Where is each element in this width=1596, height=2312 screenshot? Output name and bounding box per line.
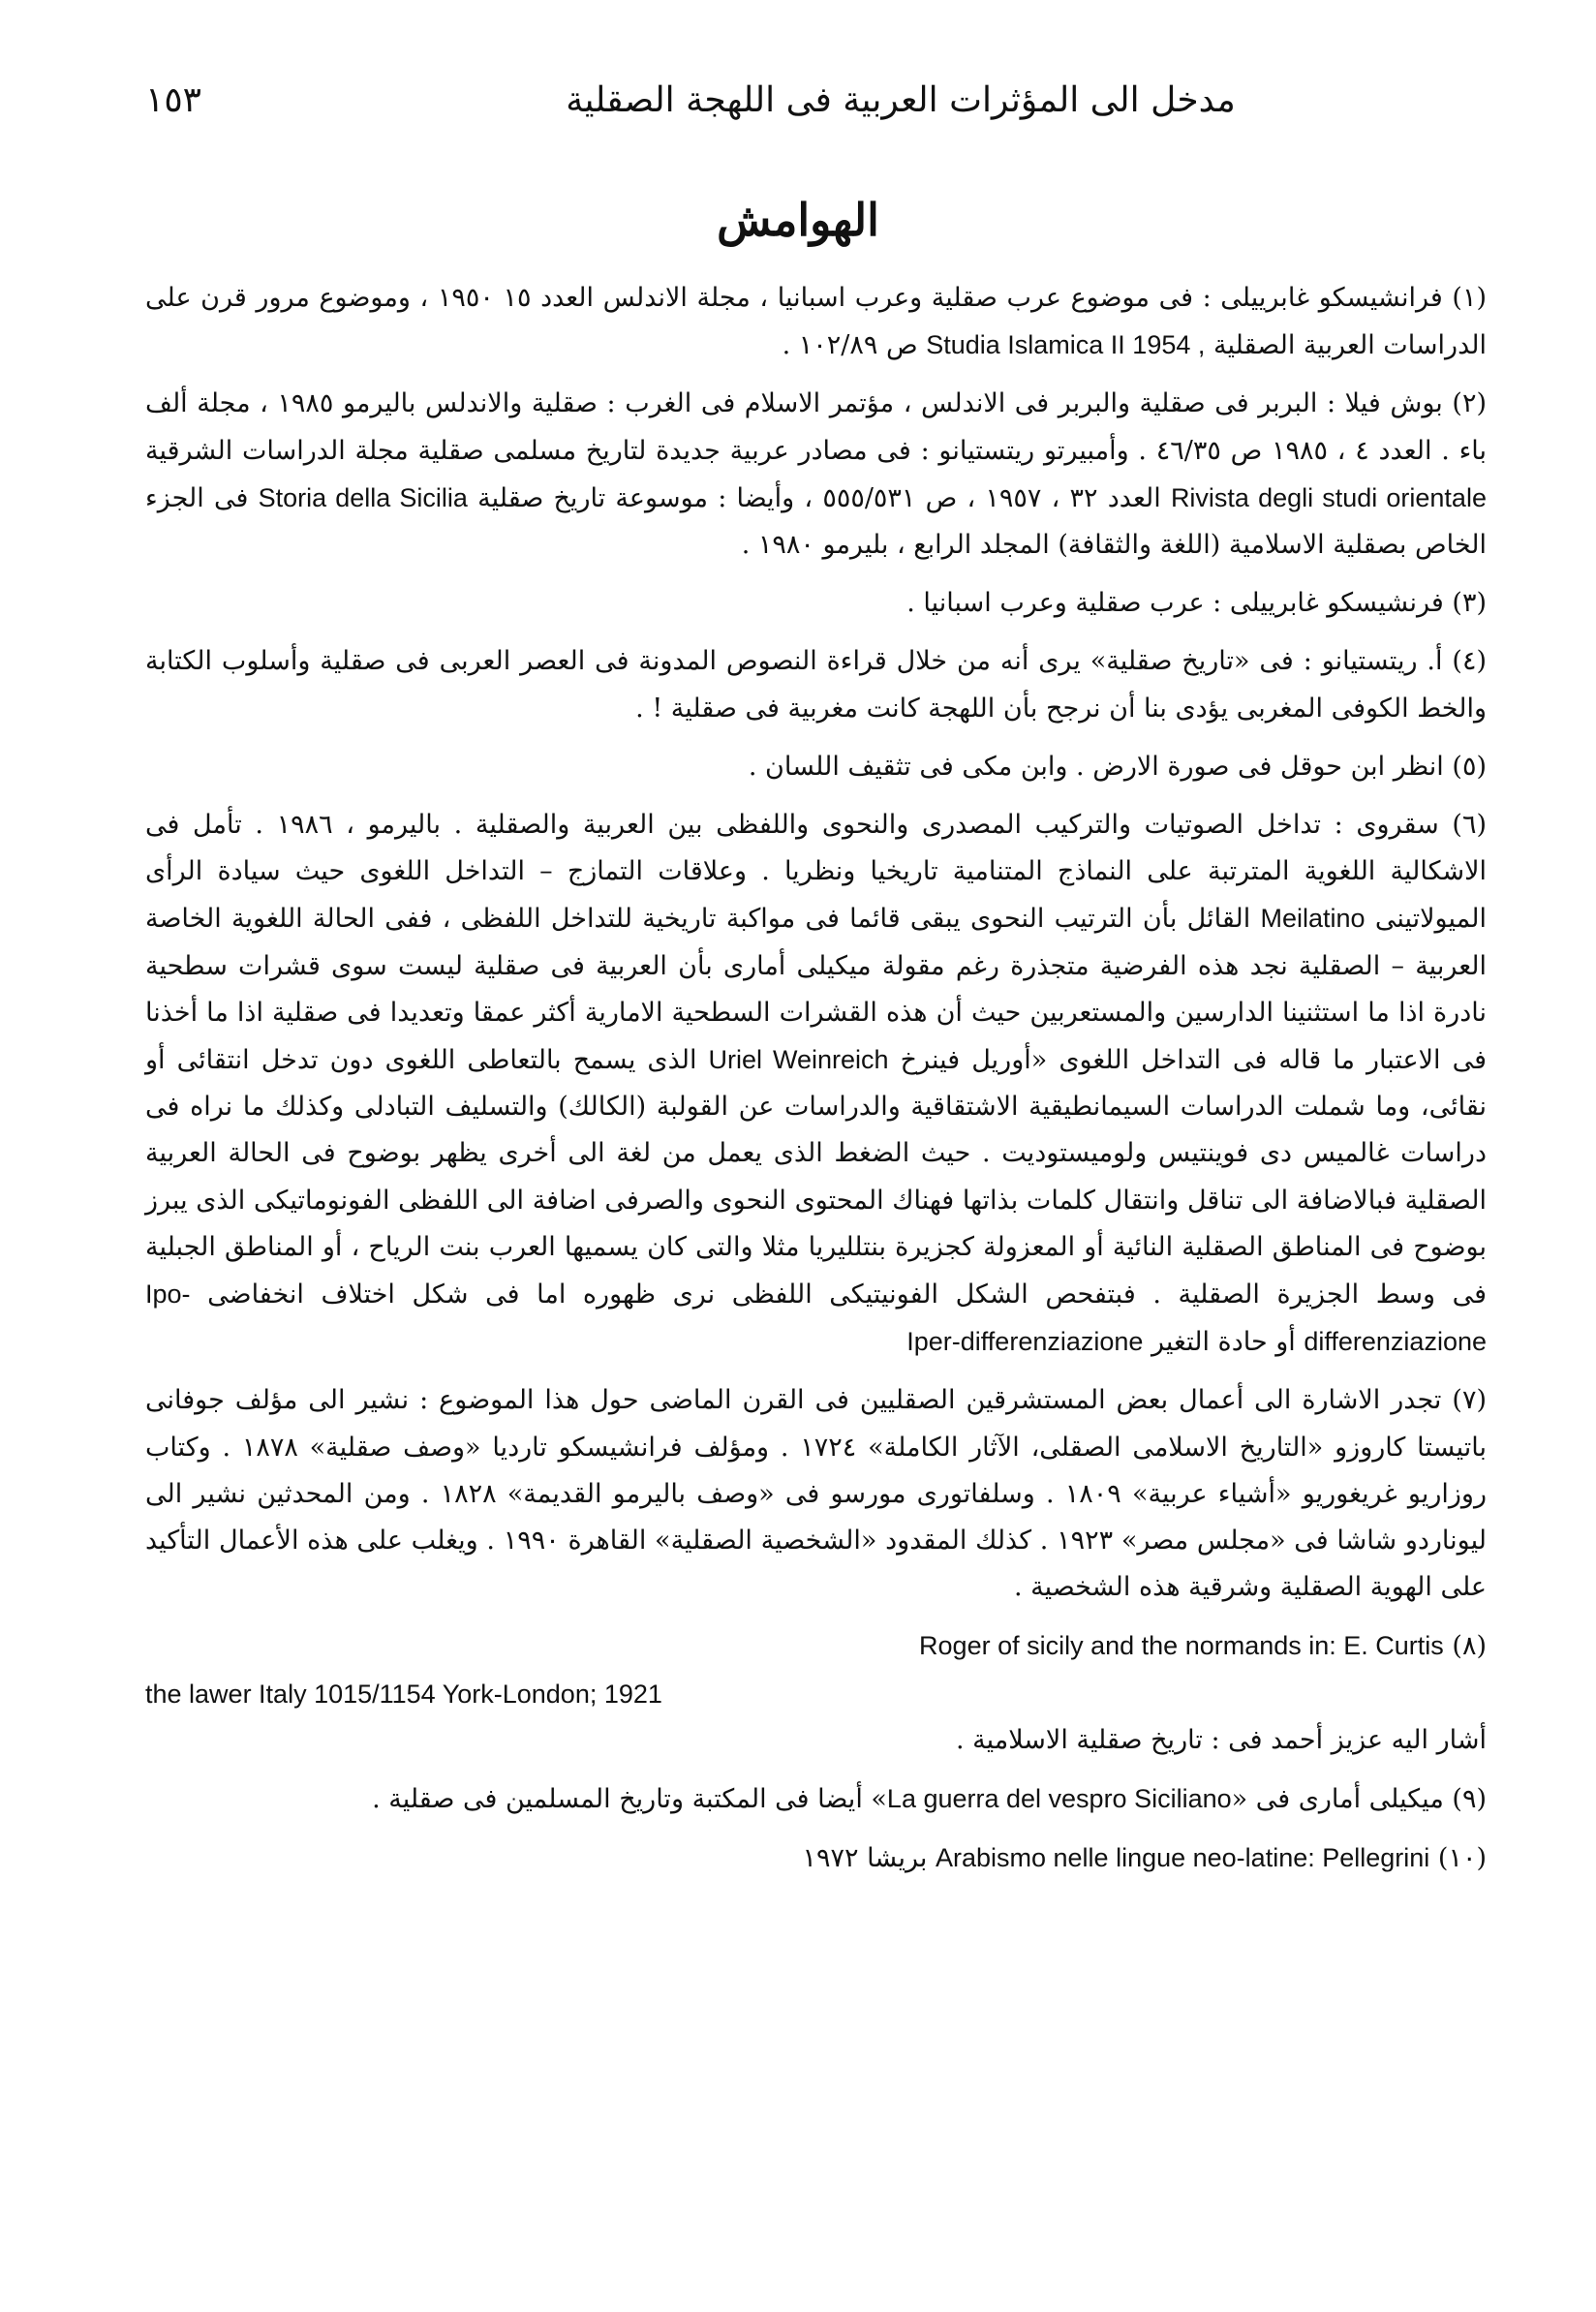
note-number: (٣) [1452,588,1487,619]
note-6 [145,802,1487,1366]
latin-reference-line: the lawer Italy 1015/1154 York-London; 1921 [145,1679,662,1709]
note-number: (٩) [1452,1784,1487,1815]
note-text: تجدر الاشارة الى أعمال بعض المستشرقين الصقليين فى القرن الماضى حول هذا الموضوع : نشير الى مؤلف جوفانى باتيستا كاروزو «التاريخ الاسلامى الصقلى، الآثار الكاملة» ١٧٢٤ . ومؤلف فرانشيسكو تارديا «وصف صقلية» ١٨٧٨ . وكتاب روزاريو غريغوريو «أشياء عربية» ١٨٠٩ . وسلفاتورى مورسو فى «وصف باليرمو القديمة» ١٨٢٨ . ومن المحدثين نشير الى ليوناردو شاشا فى «مجلس مصر» ١٩٢٣ . كذلك المقدود «الشخصية الصقلية» القاهرة ١٩٩٠ . ويغلب على هذه الأعمال التأكيد على الهوية الصقلية وشرقية هذه الشخصية . [145,1385,1488,1603]
note-text: أو حادة التغير [1151,1327,1296,1358]
note-text: فرانشيسكو غابرييلى : فى موضوع عرب صقلية وعرب اسبانيا ، مجلة الاندلس العدد ١٥ ١٩٥٠ ، وموضوع مرور قرن على الدراسات العربية الصقلية [145,283,1487,361]
latin-reference: La guerra del vespro Siciliano [886,1784,1232,1814]
note-text: بوش فيلا : البربر فى صقلية والبربر فى الاندلس ، مؤتمر الاسلام فى الغرب : صقلية والاندلس باليرمو ١٩٨٥ ، مجلة ألف باء . العدد ٤ ، ١٩٨٥ ص ٤٦/٣٥ . وأمبيرتو ريتستيانو : فى مصادر عربية جديدة لتاريخ مسلمى صقلية مجلة الدراسات الشرقية [145,388,1488,466]
note-number: (٥) [1452,751,1487,782]
latin-reference: Ipo-differenziazione [145,1279,1487,1357]
latin-reference: Uriel Weinreich [708,1045,889,1075]
page-number: ١٥٣ [145,80,202,120]
note-text: انظر ابن حوقل فى صورة الارض . وابن مكى فى تثقيف اللسان . [748,751,1444,782]
note-text-end: ص ١٠٢/٨٩ . [782,330,918,361]
note-number: (١٠) [1437,1843,1487,1874]
note-number: (٧) [1452,1385,1487,1416]
running-title: مدخل الى المؤثرات العربية فى اللهجة الصقلية [566,80,1236,120]
note-1 [145,275,1487,369]
section-title: الهوامش [717,194,879,246]
note-10 [145,1834,1487,1882]
note-number: (٦) [1452,810,1487,841]
note-text: الذى يسمح بالتعاطى اللغوى دون تدخل انتقائى أو نقائى، وما شملت الدراسات السيمانطيقية الاشتقاقية والدراسات عن القولبة (الكالك) والتسليف التبادلى وكذلك ما نراه فى دراسات غالميس دى فوينتيس ولوميستوديت . حيث الضغط الذى يعمل من لغة الى أخرى يظهر بوضوح فى الحالة العربية الصقلية فبالاضافة الى تناقل وانتقال كلمات بذاتها فهناك المحتوى النحوى والصرفى اضافة الى اللفظى الفونوماتيكى الذى يبرز بوضوح فى المناطق الصقلية النائية أو المعزولة كجزيرة بنتلليريا مثلا والتى كان يسميها العرب بنت الرياح ، أو المناطق الجبلية فى وسط الجزيرة الصقلية . فبتفحص الشكل الفونيتيكى اللفظى نرى ظهوره اما فى شكل اختلاف انخفاضى [145,1045,1487,1310]
latin-reference: Rivista degli studi orientale [1170,482,1487,512]
note-text: ميكيلى أمارى فى « [1231,1784,1444,1815]
note-text: سقروى : تداخل الصوتيات والتركيب المصدرى والنحوى واللفظى بين العربية والصقلية . باليرمو ، ١٩٨٦ . تأمل فى الاشكالية اللغوية المترتبة على النماذج المتنامية تاريخيا ونظريا . وعلاقات التمازج – التداخل اللغوى حيث سيادة الرأى الميولاتينى [145,810,1487,935]
latin-reference: Meilatino [1260,904,1366,934]
note-number: (٤) [1452,646,1487,677]
note-5 [145,744,1487,790]
page-header [145,76,1453,134]
note-2 [145,381,1487,569]
note-text: أشار اليه عزيز أحمد فى : تاريخ صقلية الاسلامية . [955,1724,1487,1755]
note-text: العدد ٣٢ ، ١٩٥٧ ، ص ٥٥٥/٥٣١ ، وأيضا : موسوعة تاريخ صقلية [477,482,1161,513]
note-text: بريشا ١٩٧٢ [802,1843,928,1874]
note-9 [145,1775,1487,1823]
latin-reference: Storia della Sicilia [258,482,468,512]
note-number: (٢) [1452,388,1488,419]
note-text: أ. ريتستيانو : فى «تاريخ صقلية» يرى أنه من خلال قراءة النصوص المدونة فى العصر العربى فى صقلية وأسلوب الكتابة والخط الكوفى المغربى يؤدى بنا أن نرجح بأن اللهجة كانت مغربية فى صقلية ! . [145,646,1487,724]
footnotes [145,275,1487,1895]
latin-reference: Iper-differenziazione [906,1327,1144,1357]
note-3 [145,580,1487,627]
note-number: (٨) [1452,1631,1487,1662]
note-text: القائل بأن الترتيب النحوى يبقى قائما فى مواكبة تاريخية للتداخل اللفظى ، ففى الحالة اللغوية الخاصة العربية – الصقلية نجد هذه الفرضية متجذرة رغم مقولة ميكيلى أمارى بأن العربية فى صقلية ليست سوى قشرات سطحية نادرة اذا ما استثنينا الدارسين والمستعربين حيث أن هذه القشرات السطحية الامارية أكثر عمقا وتعديدا فى صقلية اذا ما أخذنا فى الاعتبار ما قاله فى التداخل اللغوى «أوريل فينرخ [145,904,1487,1076]
note-text: » أيضا فى المكتبة وتاريخ المسلمين فى صقلية . [372,1784,887,1815]
note-text: فرنشيسكو غابرييلى : عرب صقلية وعرب اسبانيا . [906,588,1444,619]
latin-reference: Roger of sicily and the normands in: E. Curtis [919,1631,1444,1661]
note-text: فى الجزء الخاص بصقلية الاسلامية (اللغة والثقافة) المجلد الرابع ، بليرمو ١٩٨٠ . [145,482,1487,561]
note-7 [145,1377,1487,1611]
note-number: (١) [1452,283,1487,313]
latin-reference: Arabismo nelle lingue neo-latine: Pellegrini [935,1843,1430,1873]
latin-reference: Studia Islamica II 1954 , [926,330,1206,360]
note-4 [145,638,1487,731]
note-8 [145,1622,1487,1764]
